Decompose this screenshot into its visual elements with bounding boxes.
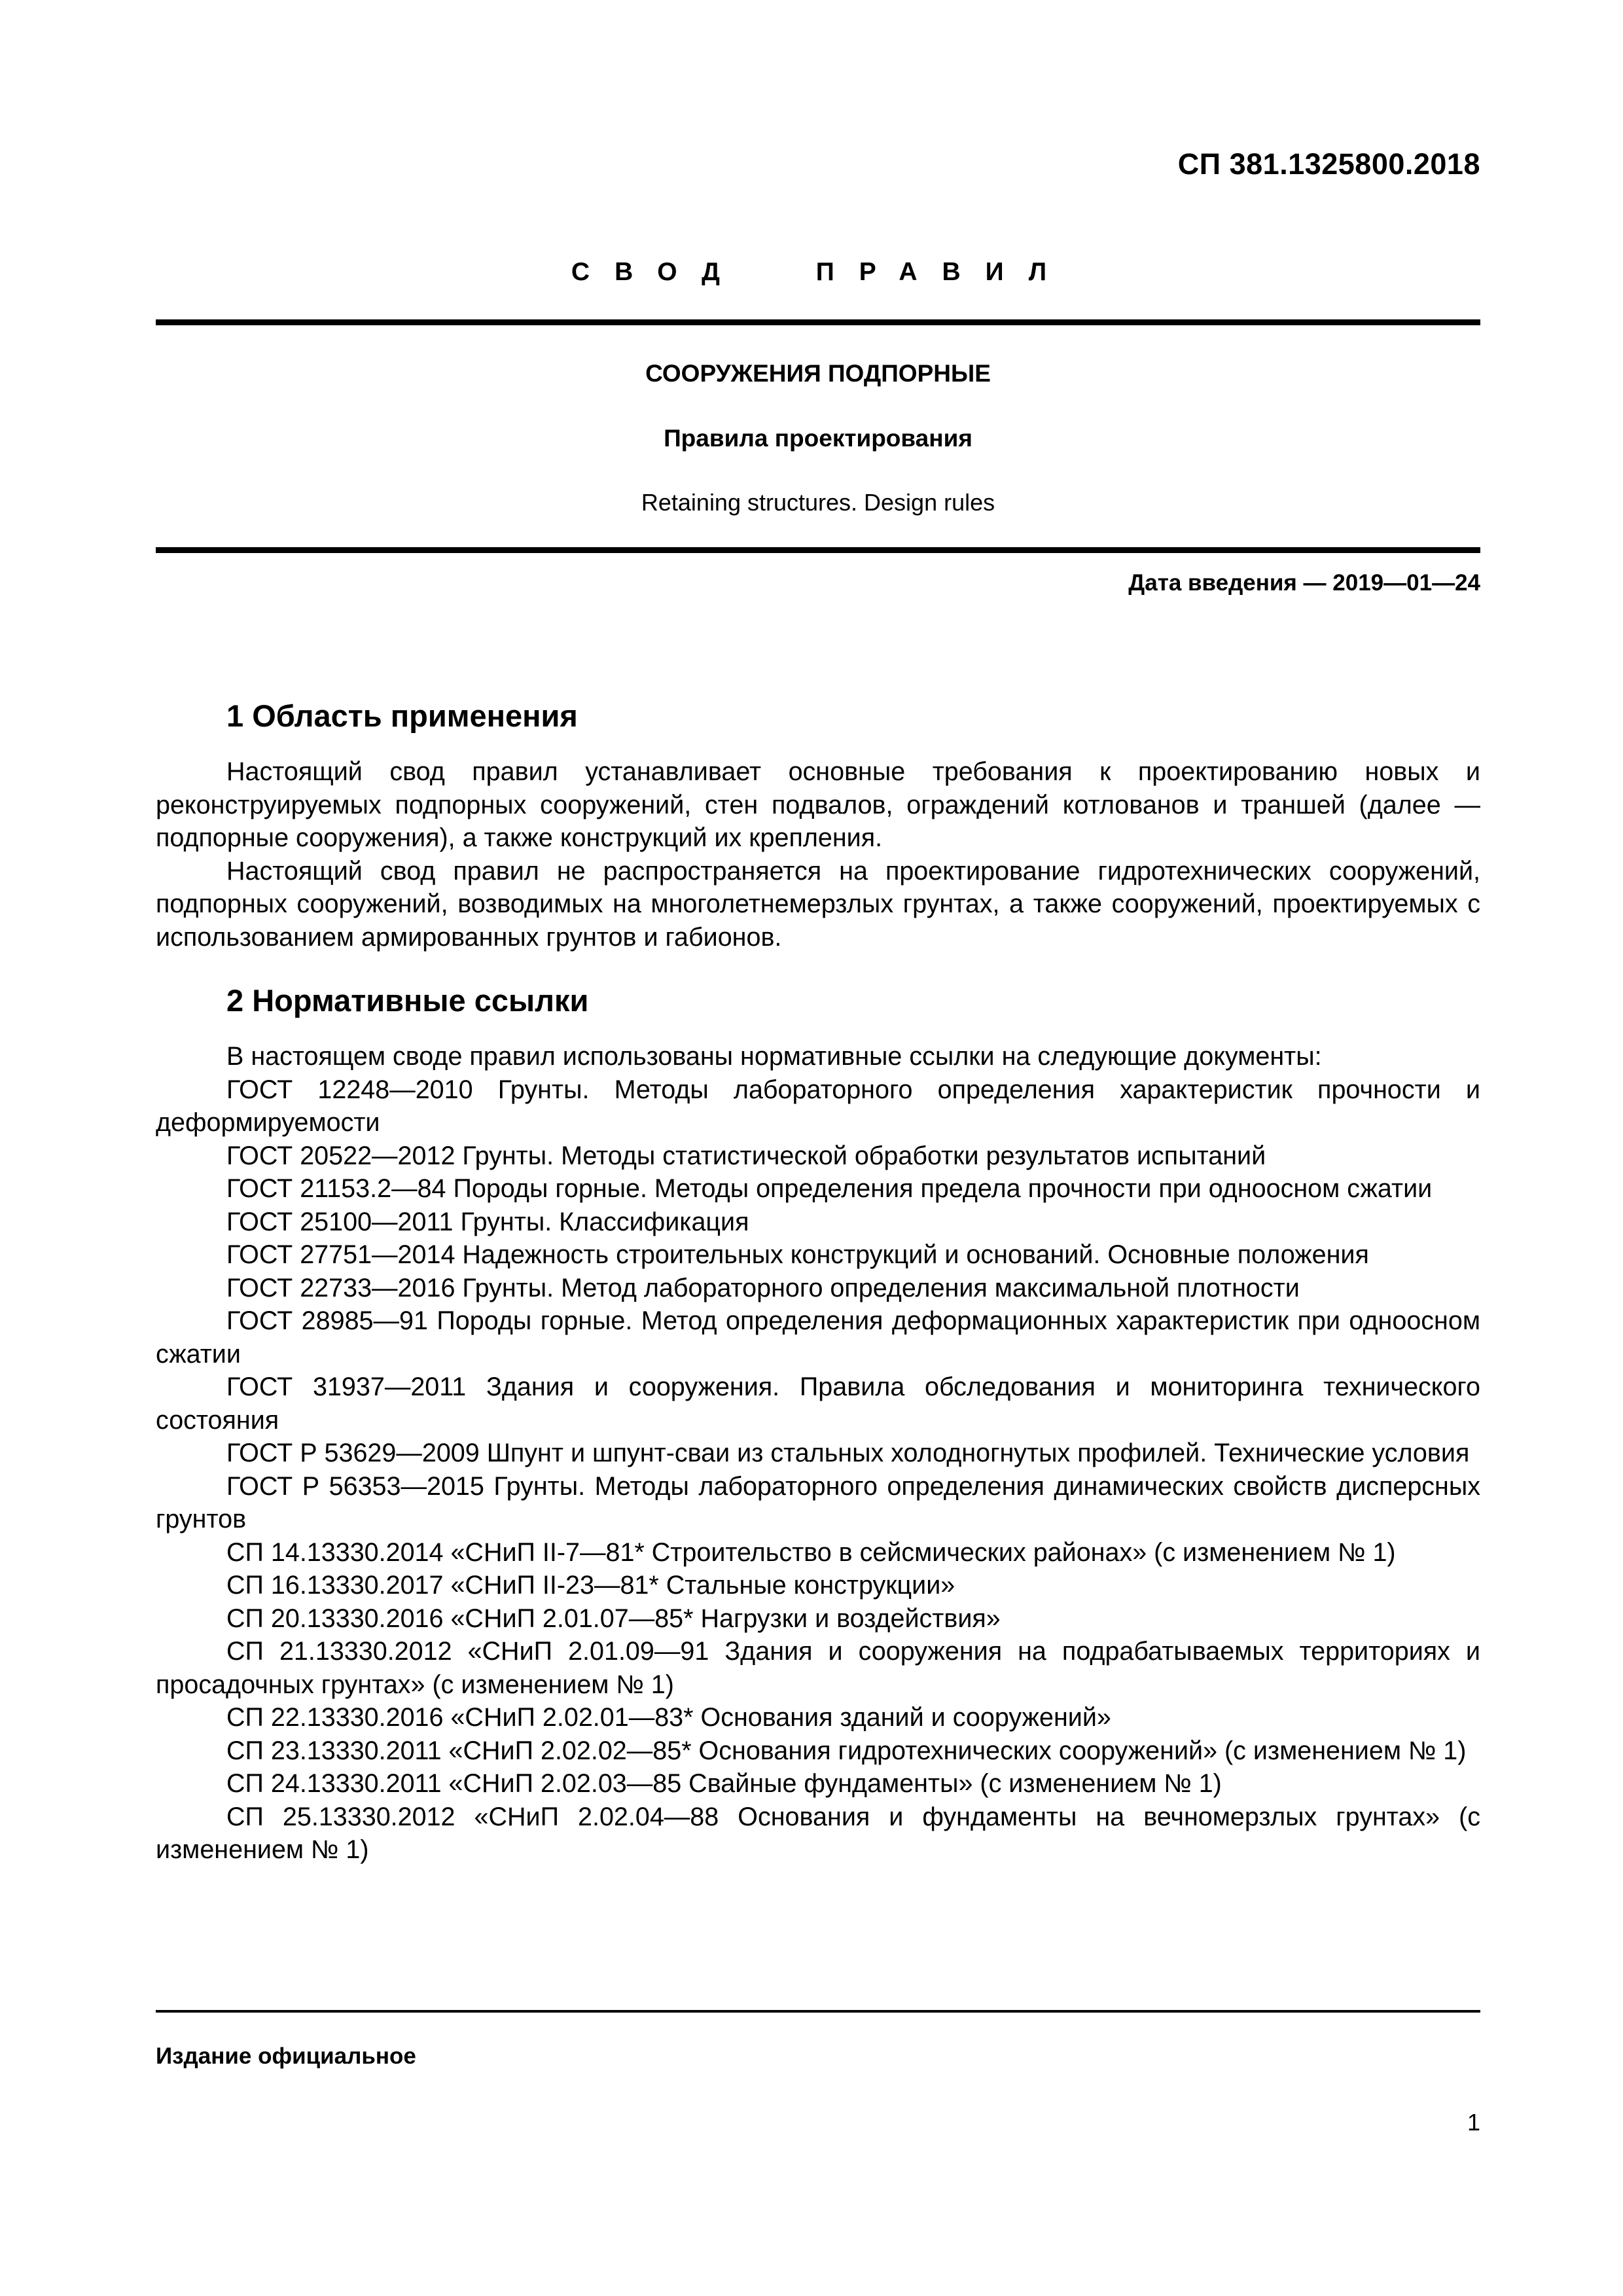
document-body	[156, 694, 1480, 1867]
reference-item: ГОСТ Р 53629—2009 Шпунт и шпунт-сваи из стальных холодногнутых профилей. Технические условия	[226, 1439, 1470, 1467]
reference-item: СП 22.13330.2016 «СНиП 2.02.01—83* Основания зданий и сооружений»	[226, 1703, 1111, 1732]
document-subtitle-ru: Правила проектирования	[664, 425, 972, 452]
document-type: СВОД ПРАВИЛ	[571, 258, 1072, 286]
reference-item: ГОСТ 22733—2016 Грунты. Метод лабораторного определения максимальной плотности	[226, 1273, 1300, 1302]
reference-item: ГОСТ 27751—2014 Надежность строительных конструкций и оснований. Основные положения	[226, 1240, 1369, 1269]
reference-item: СП 24.13330.2011 «СНиП 2.02.03—85 Свайные фундаменты» (с изменением № 1)	[226, 1769, 1222, 1798]
reference-item: ГОСТ 21153.2—84 Породы горные. Методы определения предела прочности при одноосном сжатии	[226, 1174, 1433, 1203]
reference-item: СП 20.13330.2016 «СНиП 2.01.07—85* Нагрузки и воздействия»	[226, 1604, 1001, 1633]
scope-paragraph: Настоящий свод правил не распространяется на проектирование гидротехнических сооружений, подпорных сооружений, возводимых на многолетнемерзлых грунтах, а также сооружений, проектируемых с использованием армированных грунтов и габионов.	[156, 856, 1480, 952]
document-code: СП 381.1325800.2018	[1177, 147, 1480, 181]
reference-item: ГОСТ 25100—2011 Грунты. Классификация	[226, 1207, 749, 1236]
page-number: 1	[1467, 2109, 1480, 2136]
reference-item: ГОСТ 28985—91 Породы горные. Метод определения деформационных характеристик при одноосном сжатии	[156, 1306, 1480, 1369]
reference-item: СП 21.13330.2012 «СНиП 2.01.09—91 Здания и сооружения на подрабатываемых территориях и просадочных грунтах» (с изменением № 1)	[156, 1637, 1480, 1699]
official-edition-label: Издание официальное	[156, 2043, 416, 2069]
reference-item: СП 23.13330.2011 «СНиП 2.02.02—85* Основания гидротехнических сооружений» (с изменением № 1)	[226, 1736, 1467, 1765]
reference-item: ГОСТ 31937—2011 Здания и сооружения. Правила обследования и мониторинга технического состояния	[156, 1372, 1480, 1435]
section-heading-references: 2 Нормативные ссылки	[226, 983, 589, 1018]
reference-item: СП 16.13330.2017 «СНиП II-23—81* Стальные конструкции»	[226, 1571, 955, 1600]
title-divider	[156, 547, 1480, 553]
footer-divider	[156, 2010, 1480, 2013]
introduction-date: Дата введения — 2019—01—24	[1128, 570, 1480, 596]
reference-item: ГОСТ Р 56353—2015 Грунты. Методы лабораторного определения динамических свойств дисперсных грунтов	[156, 1471, 1480, 1534]
reference-item: ГОСТ 20522—2012 Грунты. Методы статистической обработки результатов испытаний	[226, 1141, 1266, 1170]
reference-item: СП 25.13330.2012 «СНиП 2.02.04—88 Основания и фундаменты на вечномерзлых грунтах» (с изменением № 1)	[156, 1802, 1480, 1864]
reference-item: ГОСТ 12248—2010 Грунты. Методы лабораторного определения характеристик прочности и деформируемости	[156, 1075, 1480, 1137]
document-title: СООРУЖЕНИЯ ПОДПОРНЫЕ	[645, 360, 991, 387]
document-subtitle-en: Retaining structures. Design rules	[641, 489, 995, 516]
reference-item: СП 14.13330.2014 «СНиП II-7—81* Строительство в сейсмических районах» (с изменением № 1)	[226, 1537, 1396, 1567]
references-list	[156, 1073, 1480, 1867]
references-intro: В настоящем своде правил использованы нормативные ссылки на следующие документы:	[226, 1042, 1322, 1071]
scope-paragraph: Настоящий свод правил устанавливает основные требования к проектированию новых и реконструируемых подпорных сооружений, стен подвалов, ограждений котлованов и траншей (далее — подпорные сооружения), а также конструкций их крепления.	[156, 757, 1480, 852]
top-divider	[156, 319, 1480, 325]
section-heading-scope: 1 Область применения	[226, 698, 578, 733]
